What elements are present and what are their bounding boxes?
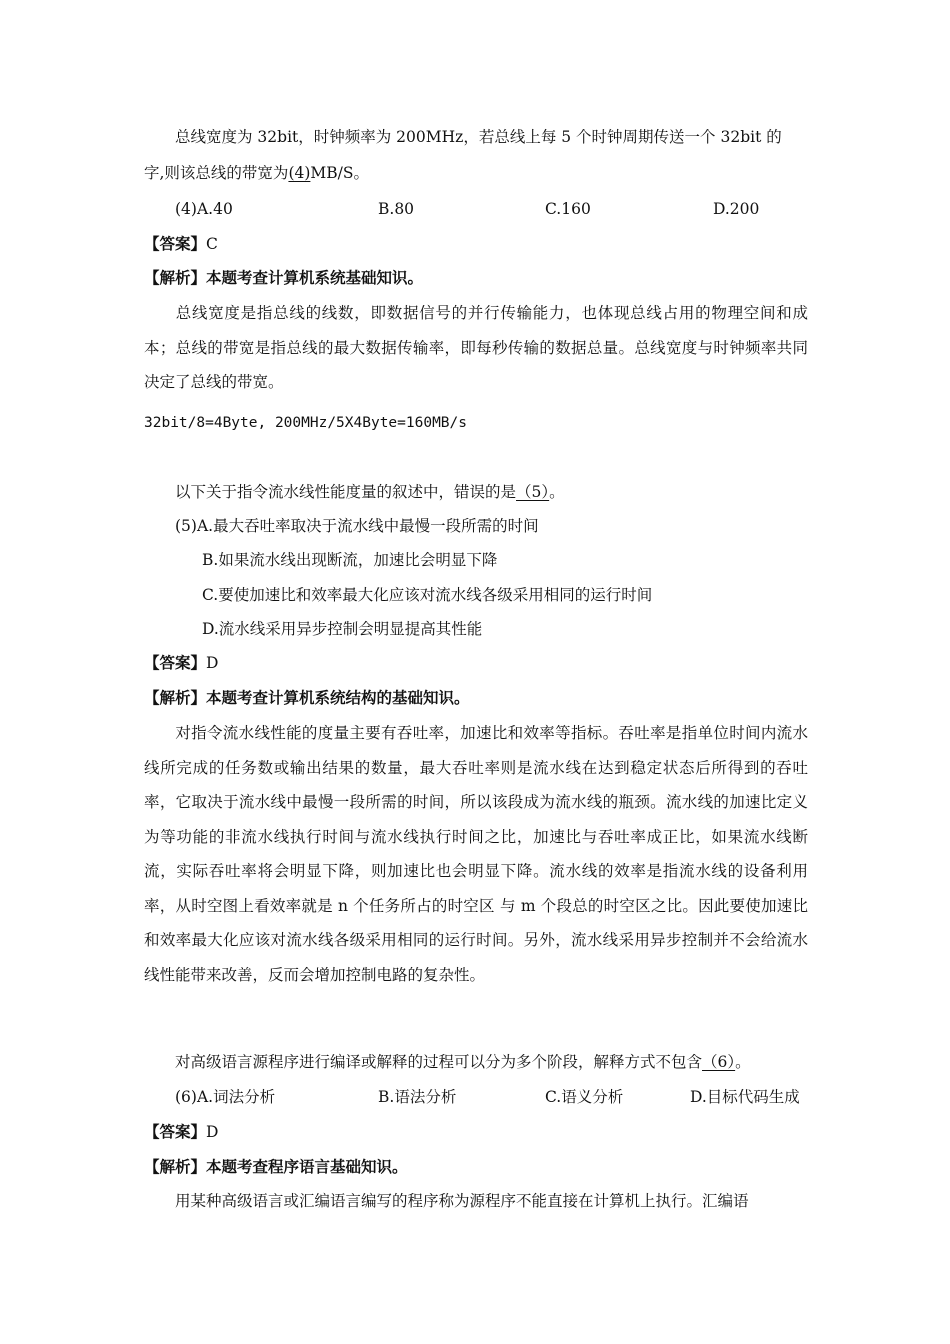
q4-stem-line-2 [144,166,369,182]
q4-stem-line-1: 总线宽度为 32bit，时钟频率为 200MHz，若总线上每 5 个时钟周期传送一个 32bit 的 [175,128,782,146]
q6-analysis-heading [144,1160,408,1176]
q6-answer-value: D [206,1123,219,1141]
q6-option-d: D.目标代码生成 [690,1088,800,1106]
q5-answer-value: D [206,654,219,672]
q5-answer-label: 【答案】 [144,654,207,672]
q5-analysis-body [144,716,808,992]
q6-analysis-body: 用某种高级语言或汇编语言编写的程序称为源程序不能直接在计算机上执行。汇编语 [175,1192,749,1210]
q6-blank: （6） [702,1053,736,1071]
q6-analysis-label: 【解析】 [144,1158,207,1176]
q4-answer [144,237,218,253]
q4-analysis-label: 【解析】 [144,269,207,287]
q5-answer [144,656,218,672]
q5-option-a: (5)A.最大吞吐率取决于流水线中最慢一段所需的时间 [175,517,539,535]
q4-analysis-title: 本题考查计算机系统基础知识。 [206,269,424,287]
q5-blank: （5） [516,483,550,501]
q5-stem-text: 以下关于指令流水线性能度量的叙述中，错误的是 [175,483,517,501]
q6-stem-text: 对高级语言源程序进行编译或解释的过程可以分为多个阶段，解释方式不包含 [175,1053,703,1071]
q6-option-c: C.语义分析 [545,1088,624,1106]
q5-analysis-text: 对指令流水线性能的度量主要有吞吐率，加速比和效率等指标。吞吐率是指单位时间内流水线所完成的任务数或输出结果的数量，最大吞吐率则是流水线在达到稳定状态后所得到的吞吐率，它取决于流水线中最慢一段所需的时间，所以该段成为流水线的瓶颈。流水线的加速比定义为等功能的非流水线执行时间与流水线执行时间之比，加速比与吞吐率成正比，如果流水线断流，实际吞吐率将会明显下降，则加速比也会明显下降。流水线的效率是指流水线的设备利用率，从时空图上看效率就是 n 个任务所占的时空区 与 m 个段总的时空区之比。因此要使加速比和效率最大化应该对流水线各级采用相同的运行时间。另外，流水线采用异步控制并不会给流水线性能带来改善，反而会增加控制电路的复杂性。 [144,724,808,984]
q6-analysis-title: 本题考查程序语言基础知识。 [206,1158,408,1176]
q5-stem [175,485,565,501]
q4-option-a: (4)A.40 [175,200,233,218]
q6-answer-label: 【答案】 [144,1123,207,1141]
q4-option-c: C.160 [545,200,591,218]
q4-blank: (4) [288,164,311,182]
q5-analysis-title: 本题考查计算机系统结构的基础知识。 [206,689,470,707]
q4-answer-value: C [206,235,218,253]
q6-answer [144,1125,218,1141]
q4-analysis-heading [144,271,423,287]
q5-analysis-label: 【解析】 [144,689,207,707]
q4-stem-unit: MB/S。 [310,164,370,182]
q4-option-b: B.80 [378,200,415,218]
q5-analysis-heading [144,691,470,707]
q6-stem [175,1055,751,1071]
q6-option-b: B.语法分析 [378,1088,457,1106]
q4-analysis-body [144,296,808,400]
q6-option-a: (6)A.词法分析 [175,1088,276,1106]
q4-analysis-text: 总线宽度是指总线的线数，即数据信号的并行传输能力，也体现总线占用的物理空间和成本；总线的带宽是指总线的最大数据传输率，即每秒传输的数据总量。总线宽度与时钟频率共同决定了总线的带宽。 [144,304,808,391]
q4-stem-text: 字,则该总线的带宽为 [144,164,289,182]
q4-option-d: D.200 [713,200,760,218]
q4-answer-label: 【答案】 [144,235,207,253]
q5-option-d: D.流水线采用异步控制会明显提高其性能 [202,620,483,638]
q4-formula: 32bit/8=4Byte, 200MHz/5X4Byte=160MB/s [144,415,468,431]
q6-stem-end: 。 [735,1053,751,1071]
q5-stem-end: 。 [549,483,565,501]
q5-option-b: B.如果流水线出现断流，加速比会明显下降 [202,551,498,569]
q5-option-c: C.要使加速比和效率最大化应该对流水线各级采用相同的运行时间 [202,586,653,604]
